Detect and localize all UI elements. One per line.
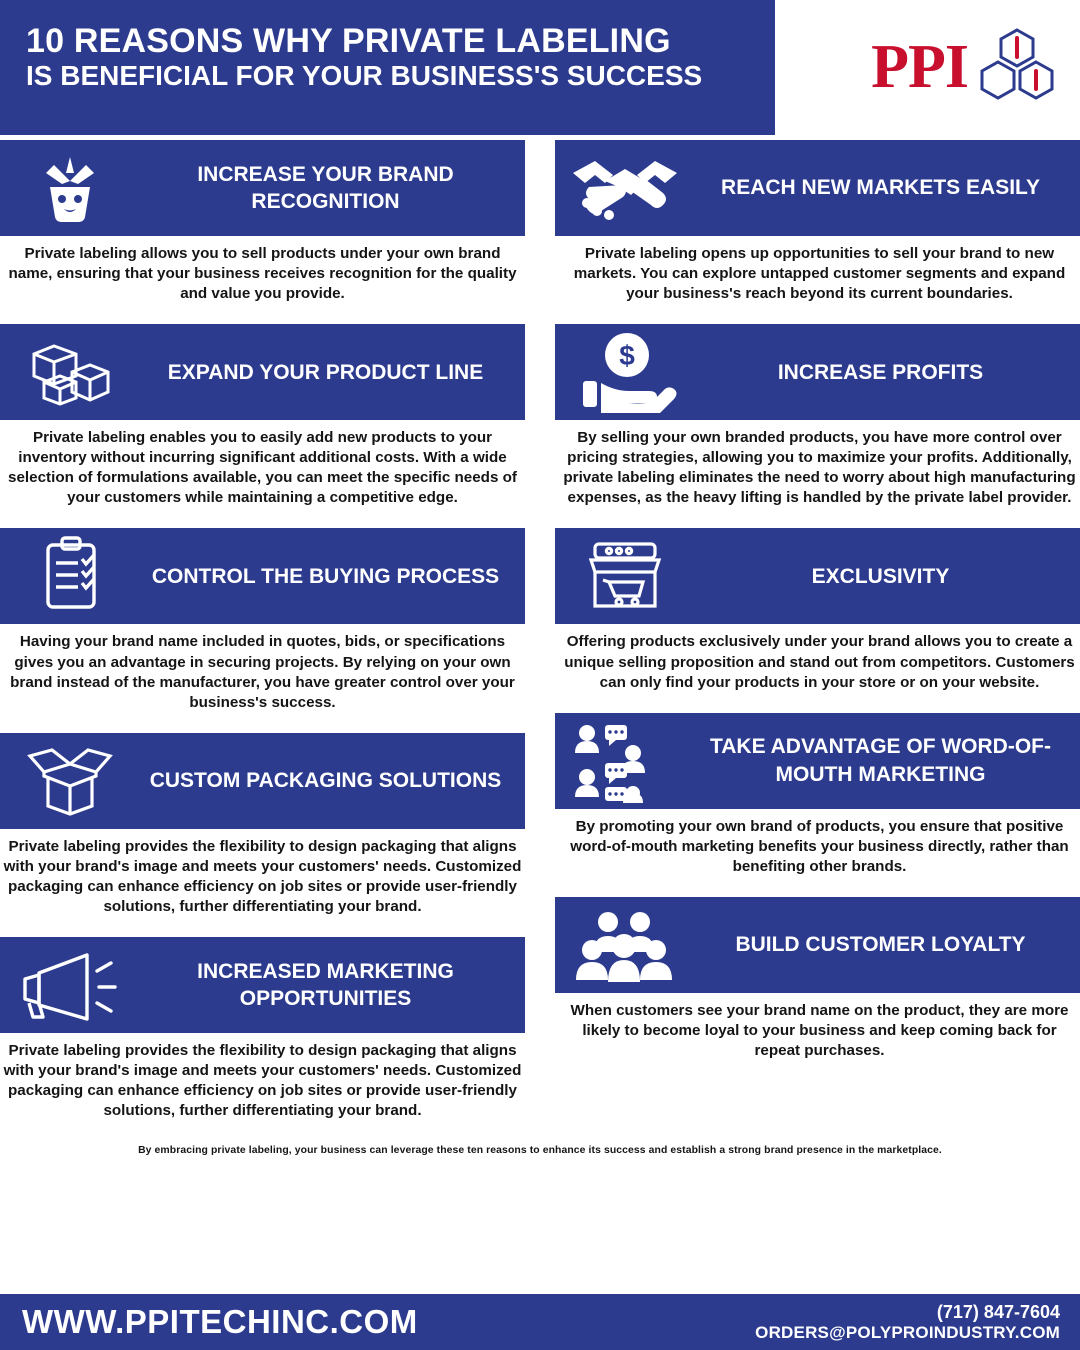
reason-item	[0, 733, 525, 917]
reason-title: EXPAND YOUR PRODUCT LINE	[167, 360, 484, 384]
reason-item	[0, 937, 525, 1121]
brand-recognition-icon	[8, 145, 132, 231]
reason-body: Private labeling provides the flexibility to design packaging that aligns with your brand's image and meets your customers' needs. Customized packaging can enhance efficiency on job sites or provide user-friendly solutions, further differentiating your brand.	[3, 1041, 522, 1120]
reason-item	[0, 324, 525, 508]
reason-title: BUILD CUSTOMER LOYALTY	[735, 933, 1026, 957]
logo-text: PPI	[871, 32, 968, 101]
reasons-column-right	[555, 140, 1080, 1141]
reason-title: EXCLUSIVITY	[811, 564, 950, 588]
boxes-icon	[8, 329, 132, 415]
hand-holding-money-icon	[563, 329, 687, 415]
page-subtitle: IS BENEFICIAL FOR YOUR BUSINESS'S SUCCESS	[26, 60, 703, 92]
reasons-grid	[0, 140, 1080, 1141]
contact-info	[755, 1302, 1060, 1343]
reason-header	[0, 937, 525, 1033]
reason-header	[0, 528, 525, 624]
reasons-column-left	[0, 140, 525, 1141]
reason-header	[555, 140, 1080, 236]
reason-body: By selling your own branded products, you have more control over pricing strategies, allowing you to maximize your profits. Additionally, private labeling eliminates the need to worry about high manufacturing expenses, as the heavy lifting is handled by the private label provider.	[563, 429, 1076, 507]
reason-title: CUSTOM PACKAGING SOLUTIONS	[149, 769, 502, 793]
page-header	[0, 0, 1080, 140]
phone-number[interactable]: (717) 847-7604	[936, 1301, 1060, 1322]
reason-item	[0, 528, 525, 712]
reason-title: INCREASE PROFITS	[777, 360, 984, 384]
reason-title: INCREASED MARKETING OPPORTUNITIES	[197, 959, 454, 1010]
reason-item	[555, 897, 1080, 1061]
footer-bar	[0, 1294, 1080, 1350]
website-link[interactable]: WWW.PPITECHINC.COM	[22, 1303, 418, 1340]
footer-note: By embracing private labeling, your business can leverage these ten reasons to enhance its success and establish a strong brand presence in the marketplace.	[138, 1145, 942, 1157]
reason-item	[555, 140, 1080, 304]
handshake-icon	[563, 145, 687, 231]
storefront-cart-icon	[563, 533, 687, 619]
reason-item	[555, 324, 1080, 508]
hexagon-molecule-icon	[976, 26, 1058, 109]
people-chat-icon	[563, 718, 687, 804]
customer-group-icon	[563, 902, 687, 988]
reason-body: Private labeling opens up opportunities to sell your brand to new markets. You can explore untapped customer segments and expand your business's reach beyond its current boundaries.	[573, 245, 1066, 303]
reason-title: INCREASE YOUR BRAND RECOGNITION	[197, 162, 454, 213]
reason-body: Private labeling allows you to sell products under your own brand name, ensuring that your business receives recognition for the quality and value you provide.	[8, 245, 517, 303]
reason-body: Offering products exclusively under your brand allows you to create a unique selling proposition and stand out from competitors. Customers can only find your products in your store or on your website.	[564, 633, 1075, 691]
reason-title: TAKE ADVANTAGE OF WORD-OF-MOUTH MARKETING	[709, 735, 1051, 786]
logo	[871, 26, 1058, 109]
email-address[interactable]: ORDERS@POLYPROINDUSTRY.COM	[755, 1322, 1060, 1342]
reason-header	[0, 140, 525, 236]
reason-header	[0, 324, 525, 420]
reason-body: Private labeling enables you to easily add new products to your inventory without incurring significant additional costs. With a wide selection of formulations available, you can meet the specific needs of your customers while maintaining a competitive edge.	[8, 429, 517, 507]
reason-item	[0, 140, 525, 304]
reason-header	[555, 713, 1080, 809]
reason-title: CONTROL THE BUYING PROCESS	[151, 564, 500, 588]
clipboard-checklist-icon	[8, 533, 132, 619]
reason-item	[555, 713, 1080, 877]
reason-header	[0, 733, 525, 829]
reason-header	[555, 897, 1080, 993]
reason-title: REACH NEW MARKETS EASILY	[721, 176, 1040, 200]
page-title: 10 REASONS WHY PRIVATE LABELING	[26, 22, 671, 60]
reason-body: By promoting your own brand of products, you ensure that positive word-of-mouth marketing benefits your business directly, rather than benefiting other brands.	[570, 817, 1069, 875]
reason-header	[555, 528, 1080, 624]
reason-body: When customers see your brand name on the product, they are more likely to become loyal to your business and keep coming back for repeat purchases.	[570, 1001, 1069, 1059]
reason-item	[555, 528, 1080, 692]
header-title-band	[0, 0, 775, 135]
open-box-icon	[8, 738, 132, 824]
reason-body: Having your brand name included in quotes, bids, or specifications gives you an advantage in securing projects. By relying on your own brand instead of the manufacturer, you have greater control over your business's success.	[10, 633, 515, 711]
reason-body: Private labeling provides the flexibility to design packaging that aligns with your brand's image and meets your customers' needs. Customized packaging can enhance efficiency on job sites or provide user-friendly solutions, further differentiating your brand.	[3, 837, 522, 915]
svg-text:$: $	[619, 340, 635, 372]
megaphone-icon	[8, 942, 132, 1028]
reason-header	[555, 324, 1080, 420]
